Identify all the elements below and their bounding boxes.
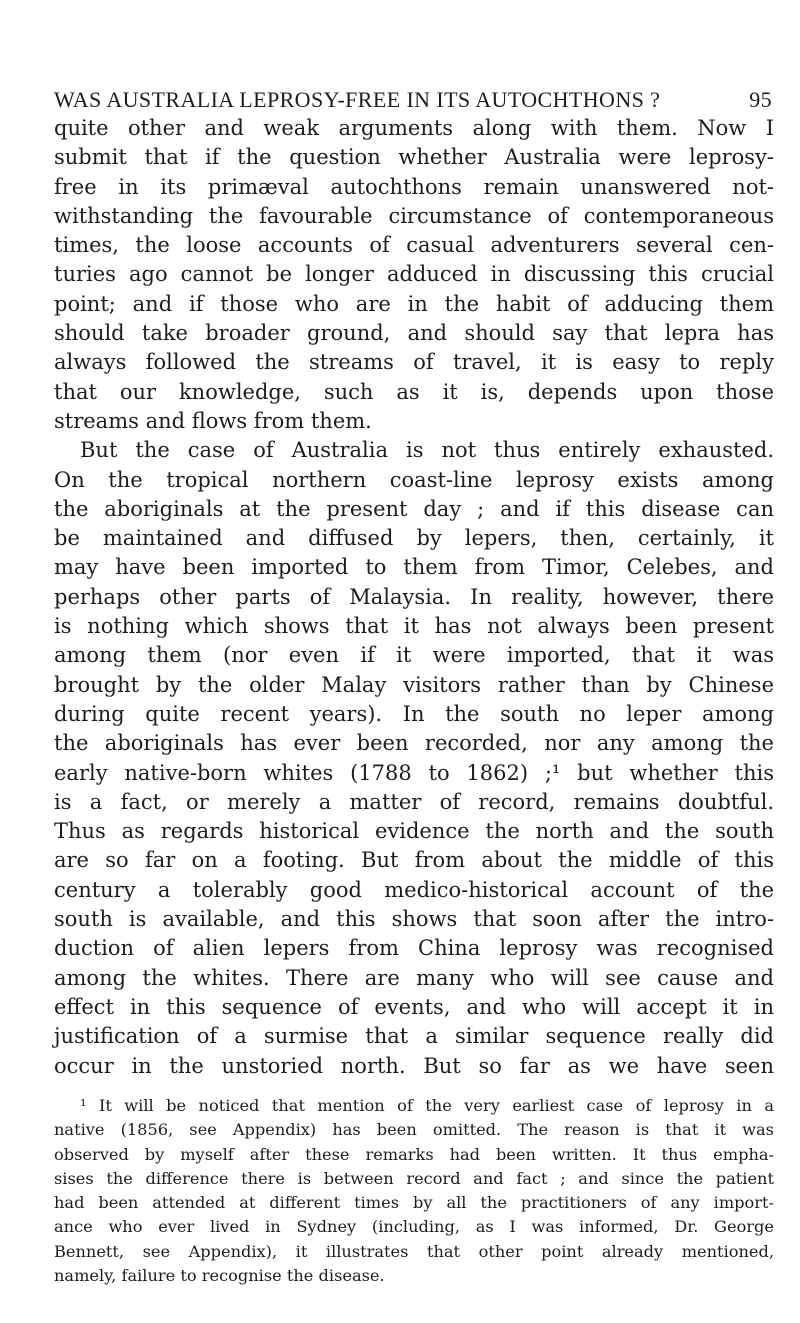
body-line: the aboriginals has ever been recorded, nor any among the (54, 731, 774, 756)
body-line: point; and if those who are in the habit of adducing them (54, 291, 774, 316)
body-line: streams and flows from them. (54, 408, 372, 433)
body-line: during quite recent years). In the south no leper among (54, 701, 774, 726)
body-line: early native-born whites (1788 to 1862) ;¹ but whether this (54, 760, 774, 785)
body-line: is a fact, or merely a matter of record, remains doubtful. (54, 789, 774, 814)
body-line: that our knowledge, such as it is, depends upon those (54, 379, 774, 404)
body-line: duction of alien lepers from China leprosy was recognised (54, 936, 774, 961)
body-line: withstanding the favourable circumstance of contemporaneous (54, 203, 774, 228)
footnote-line: native (1856, see Appendix) has been omitted. The reason is that it was (54, 1120, 774, 1140)
body-line: be maintained and diffused by lepers, then, certainly, it (54, 526, 774, 551)
body-line: On the tropical northern coast-line leprosy exists among (54, 467, 774, 492)
body-line: justification of a surmise that a similar sequence really did (54, 1024, 774, 1049)
running-head (54, 86, 772, 114)
footnote-line: sises the difference there is between record and fact ; and since the patient (54, 1168, 774, 1188)
body-line: Thus as regards historical evidence the north and the south (54, 819, 774, 844)
body-line: should take broader ground, and should say that lepra has (54, 321, 774, 346)
body-line: the aboriginals at the present day ; and if this disease can (54, 496, 774, 521)
running-head-title: WAS AUSTRALIA LEPROSY-FREE IN ITS AUTOCHTHONS ? (54, 87, 661, 112)
body-line: is nothing which shows that it has not always been present (54, 614, 774, 639)
body-line: brought by the older Malay visitors rather than by Chinese (54, 672, 774, 697)
body-line: perhaps other parts of Malaysia. In reality, however, there (54, 584, 774, 609)
body-line: always followed the streams of travel, it is easy to reply (54, 350, 774, 375)
footnote-line: observed by myself after these remarks had been written. It thus empha- (54, 1144, 774, 1164)
footnote-line: had been attended at different times by all the practitioners of any import- (54, 1193, 774, 1213)
body-line: free in its primæval autochthons remain unanswered not- (54, 174, 774, 199)
page-number: 95 (749, 87, 772, 112)
body-line: effect in this sequence of events, and who will accept it in (54, 994, 774, 1019)
footnote (54, 1094, 774, 1288)
body-line: times, the loose accounts of casual adventurers several cen- (54, 233, 774, 258)
footnote-line: ¹ It will be noticed that mention of the very earliest case of leprosy in a (80, 1096, 774, 1115)
body-line: But the case of Australia is not thus entirely exhausted. (80, 438, 774, 463)
body-line: century a tolerably good medico-historical account of the (54, 877, 774, 902)
body-line: may have been imported to them from Timor, Celebes, and (54, 555, 774, 580)
body-text (54, 114, 774, 1081)
body-line: among the whites. There are many who will see cause and (54, 965, 774, 990)
body-line: among them (nor even if it were imported, that it was (54, 643, 774, 668)
body-line: turies ago cannot be longer adduced in discussing this crucial (54, 262, 774, 287)
footnote-line: Bennett, see Appendix), it illustrates that other point already mentioned, (54, 1241, 774, 1261)
body-line: occur in the unstoried north. But so far as we have seen (54, 1053, 774, 1078)
body-line: quite other and weak arguments along with them. Now I (54, 116, 774, 140)
footnote-line: ance who ever lived in Sydney (including, as I was informed, Dr. George (54, 1217, 774, 1237)
body-line: south is available, and this shows that soon after the intro- (54, 907, 774, 932)
footnote-line: namely, failure to recognise the disease. (54, 1266, 385, 1286)
body-line: are so far on a footing. But from about the middle of this (54, 848, 774, 873)
body-line: submit that if the question whether Australia were leprosy- (54, 145, 774, 170)
